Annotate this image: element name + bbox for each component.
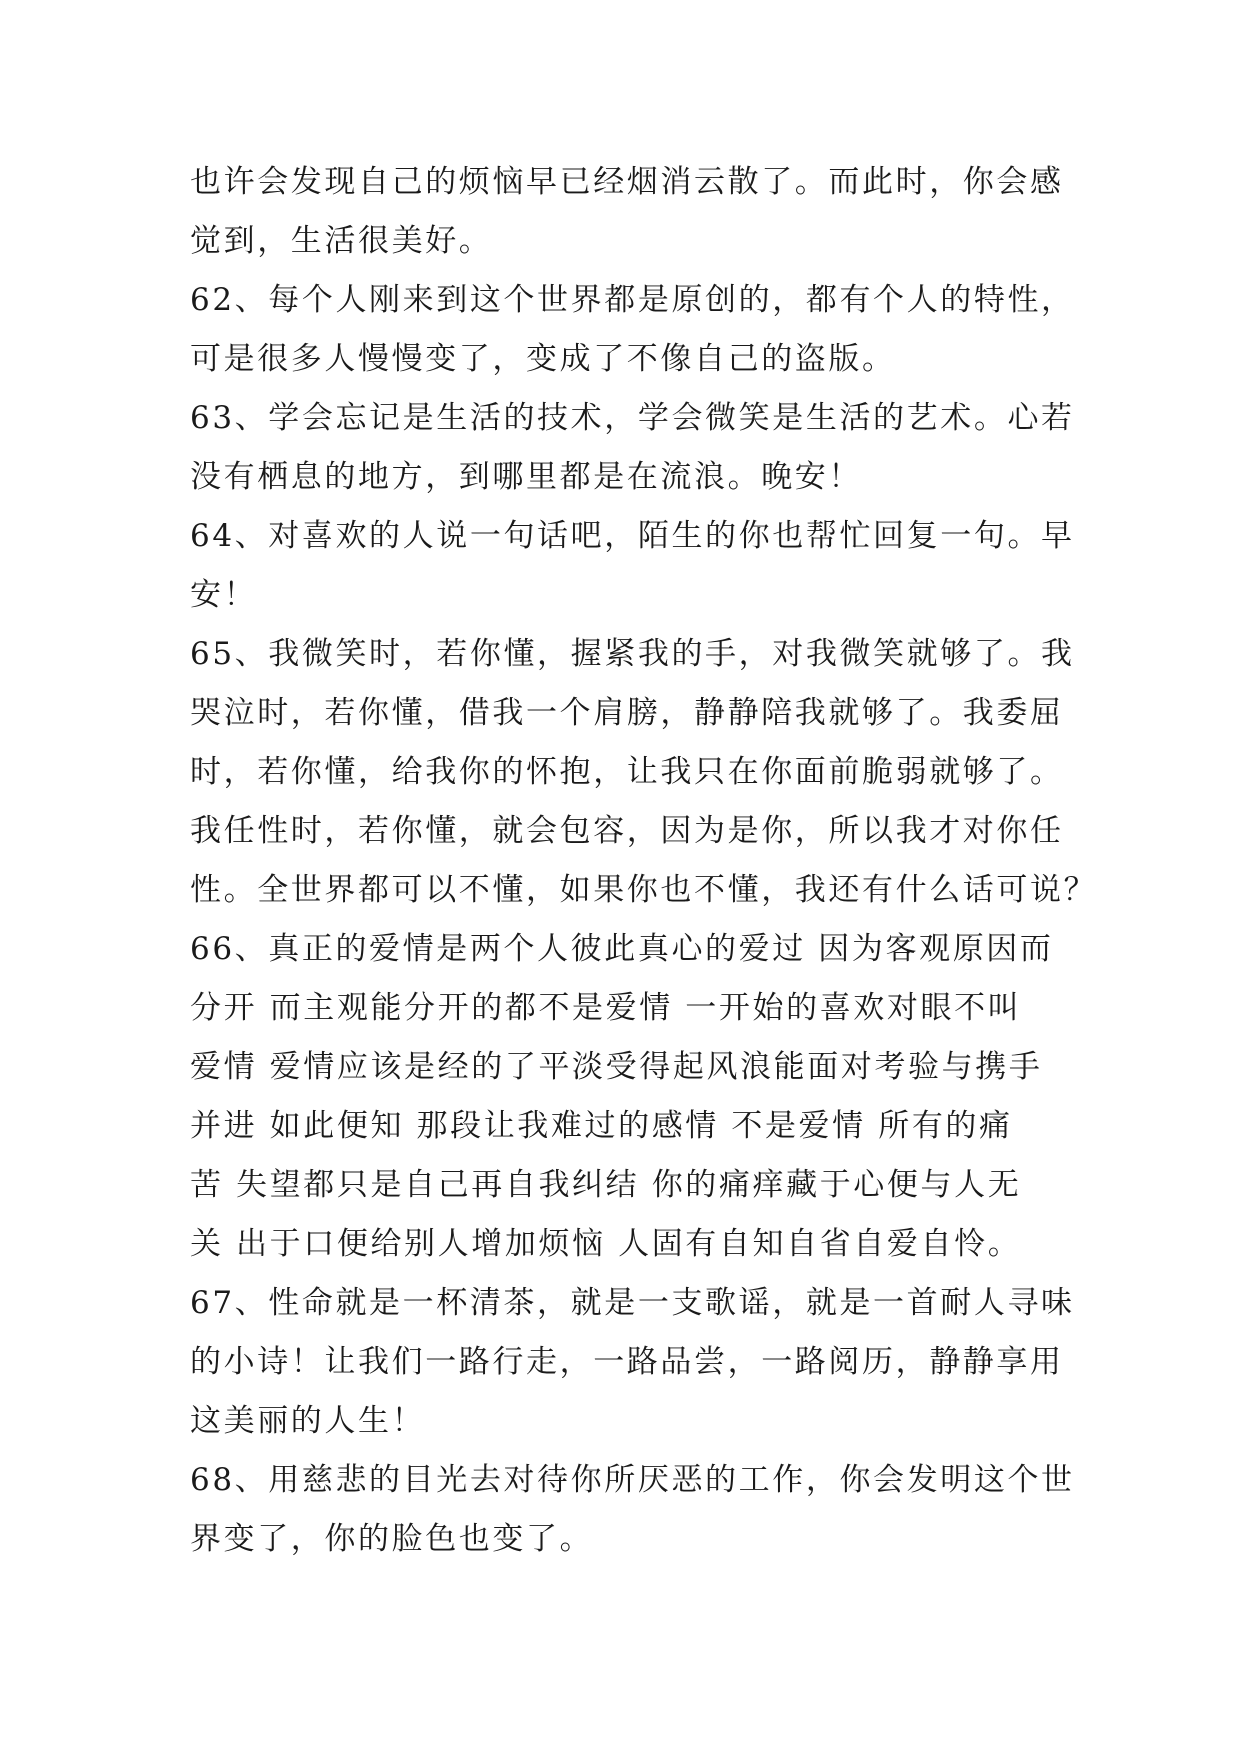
- text-line: 67、性命就是一杯清茶，就是一支歌谣，就是一首耐人寻味: [190, 1285, 1075, 1321]
- text-line: 的小诗！让我们一路行走，一路品尝，一路阅历，静静享用: [190, 1344, 1064, 1380]
- text-line: 64、对喜欢的人说一句话吧，陌生的你也帮忙回复一句。早: [190, 518, 1075, 554]
- text-line: 爱情 爱情应该是经的了平淡受得起风浪能面对考验与携手: [190, 1049, 1043, 1085]
- text-line: 62、每个人刚来到这个世界都是原创的，都有个人的特性，: [190, 282, 1075, 318]
- text-line: 可是很多人慢慢变了，变成了不像自己的盗版。: [190, 341, 896, 377]
- text-line: 时，若你懂，给我你的怀抱，让我只在你面前脆弱就够了。: [190, 754, 1064, 790]
- text-line: 68、用慈悲的目光去对待你所厌恶的工作，你会发明这个世: [190, 1462, 1075, 1498]
- text-line: 65、我微笑时，若你懂，握紧我的手，对我微笑就够了。我: [190, 636, 1075, 672]
- text-line: 界变了，你的脸色也变了。: [190, 1521, 594, 1557]
- document-body: [190, 153, 1098, 1569]
- text-line: 哭泣时，若你懂，借我一个肩膀，静静陪我就够了。我委屈: [190, 695, 1064, 731]
- text-line: 这美丽的人生！: [190, 1403, 426, 1439]
- text-line: 也许会发现自己的烦恼早已经烟消云散了。而此时，你会感: [190, 164, 1064, 200]
- text-line: 性。全世界都可以不懂，如果你也不懂，我还有什么话可说？: [190, 872, 1098, 908]
- text-line: 安！: [190, 577, 258, 613]
- text-line: 苦 失望都只是自己再自我纠结 你的痛痒藏于心便与人无: [190, 1167, 1022, 1203]
- text-line: 分开 而主观能分开的都不是爱情 一开始的喜欢对眼不叫: [190, 990, 1022, 1026]
- text-line: 63、学会忘记是生活的技术，学会微笑是生活的艺术。心若: [190, 400, 1075, 436]
- text-line: 关 出于口便给别人增加烦恼 人固有自知自省自爱自怜。: [190, 1226, 1022, 1262]
- text-line: 66、真正的爱情是两个人彼此真心的爱过 因为客观原因而: [190, 931, 1054, 967]
- text-line: 没有栖息的地方，到哪里都是在流浪。晚安！: [190, 459, 862, 495]
- text-line: 觉到，生活很美好。: [190, 223, 493, 259]
- text-line: 并进 如此便知 那段让我难过的感情 不是爱情 所有的痛: [190, 1108, 1013, 1144]
- text-line: 我任性时，若你懂，就会包容，因为是你，所以我才对你任: [190, 813, 1064, 849]
